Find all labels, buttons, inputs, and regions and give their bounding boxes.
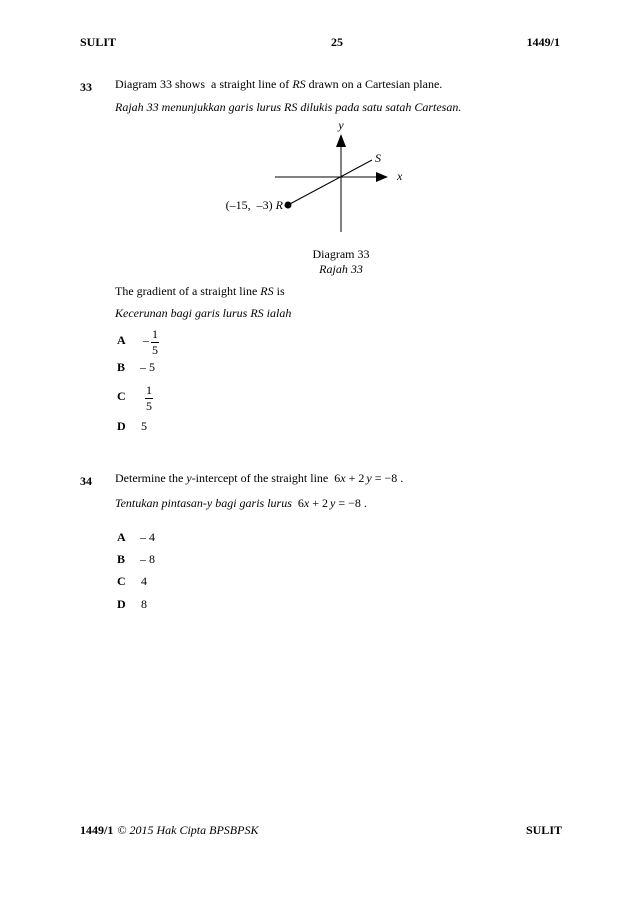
point-r-coordinates: (–15, –3) (225, 198, 273, 212)
option-letter-c: C (117, 574, 126, 588)
option-c-fraction (145, 384, 153, 413)
question-34-number: 34 (80, 474, 92, 488)
question-34-stem-ms (115, 496, 367, 510)
eq-variable-y: y (330, 496, 336, 510)
eq-operator: + (348, 471, 356, 485)
question-33-number: 33 (80, 80, 92, 94)
option-a-sign: – (143, 333, 149, 347)
page-number: 25 (331, 35, 343, 49)
option-c-value: 4 (141, 574, 147, 588)
eq-variable-x: x (303, 496, 310, 510)
option-b-value: – 5 (140, 360, 155, 374)
prompt-text: The gradient of a straight line (115, 284, 261, 298)
diagram-caption-ms: Rajah 33 (319, 262, 363, 276)
y-axis-arrowhead (336, 134, 346, 147)
eq-operator: + (312, 496, 320, 510)
equation (334, 471, 403, 485)
question-34-stem-en (115, 471, 403, 485)
option-letter-c: C (117, 389, 126, 403)
fraction-numerator: 1 (152, 327, 158, 341)
header-classification: SULIT (80, 35, 117, 49)
stem-text: Diagram 33 shows a straight line of (115, 77, 293, 91)
option-d-value: 8 (141, 597, 147, 611)
option-letter-b: B (117, 552, 126, 566)
footer-paper-code: 1449/1 (80, 823, 114, 837)
line-rs (288, 160, 372, 205)
option-letter-a: A (117, 530, 126, 544)
eq-rhs: −8 (384, 471, 398, 485)
equation (298, 496, 367, 510)
question-33-prompt-en (115, 284, 285, 298)
question-33-stem-ms: Rajah 33 menunjukkan garis lurus RS dilukis pada satu satah Cartesan. (115, 100, 462, 114)
option-b-value: – 8 (140, 552, 155, 566)
eq-variable-y: y (366, 471, 372, 485)
fraction-denominator: 5 (146, 399, 152, 413)
option-letter-d: D (117, 419, 126, 433)
eq-rhs: −8 (348, 496, 361, 510)
stem-text: drawn on a Cartesian plane. (305, 77, 443, 91)
option-d-value: 5 (141, 419, 147, 433)
eq-coefficient: 6 (297, 496, 304, 510)
footer-classification: SULIT (525, 823, 562, 837)
prompt-line-name: RS (260, 284, 274, 298)
option-letter-b: B (117, 360, 126, 374)
eq-coefficient: 2 (358, 471, 365, 485)
point-r-dot (285, 202, 292, 209)
option-letter-d: D (117, 597, 126, 611)
eq-coefficient: 6 (334, 471, 341, 485)
question-33-prompt-ms: Kecerunan bagi garis lurus RS ialah (115, 306, 292, 320)
eq-period: . (363, 496, 367, 510)
eq-coefficient: 2 (322, 496, 329, 510)
eq-variable-x: x (340, 471, 346, 485)
option-a-fraction (151, 328, 159, 357)
stem-line-name: RS (292, 77, 306, 91)
diagram-caption-en: Diagram 33 (312, 247, 370, 261)
fraction-numerator: 1 (146, 383, 152, 397)
point-r-annotation (226, 198, 284, 212)
diagram-33 (200, 115, 420, 240)
stem-text: -intercept of the straight line (191, 471, 332, 485)
eq-period: . (400, 471, 404, 485)
point-s-label: S (375, 151, 381, 165)
eq-equals: = (338, 496, 346, 510)
option-a-value: – 4 (140, 530, 155, 544)
stem-variable: y (186, 471, 192, 485)
fraction-denominator: 5 (152, 343, 158, 357)
stem-text: Determine the (115, 471, 187, 485)
x-axis-label: x (397, 169, 403, 183)
footer-copyright: © 2015 Hak Cipta BPSBPSK (117, 823, 259, 837)
point-r-label: R (275, 198, 283, 212)
x-axis-arrowhead (376, 172, 388, 182)
prompt-text: is (273, 284, 285, 298)
question-33-stem-en (115, 77, 442, 91)
footer-copyright-line (80, 823, 258, 837)
eq-equals: = (374, 471, 382, 485)
stem-text: Tentukan pintasan-y bagi garis lurus (115, 496, 295, 510)
option-letter-a: A (117, 333, 126, 347)
header-paper-code: 1449/1 (526, 35, 560, 49)
y-axis-label: y (338, 118, 344, 132)
